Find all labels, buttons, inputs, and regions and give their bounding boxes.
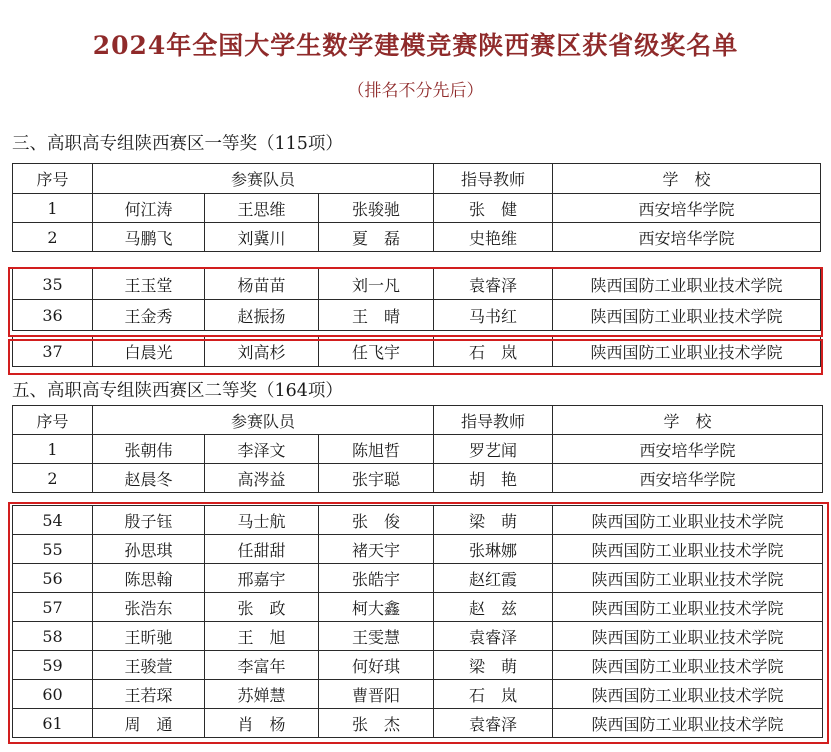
table-row <box>13 506 823 535</box>
advisor: 赵红霞 <box>434 564 553 593</box>
document-subtitle: （排名不分先后） <box>347 81 484 101</box>
advisor: 赵 兹 <box>434 593 553 622</box>
member-2: 刘冀川 <box>205 223 319 252</box>
table-row <box>13 194 821 223</box>
member-2: 刘高杉 <box>205 337 319 367</box>
header-no: 序号 <box>13 406 93 435</box>
member-3: 王 晴 <box>319 300 434 331</box>
member-2: 肖 杨 <box>205 709 319 738</box>
member-3: 张 杰 <box>319 709 434 738</box>
member-2: 李泽文 <box>205 435 319 464</box>
school: 陕西国防工业职业技术学院 <box>553 337 821 367</box>
member-3: 张 俊 <box>319 506 434 535</box>
row-no: 54 <box>13 506 93 535</box>
member-3: 曹晋阳 <box>319 680 434 709</box>
member-1: 何江涛 <box>93 194 205 223</box>
header-no: 序号 <box>13 164 93 194</box>
advisor: 张琳娜 <box>434 535 553 564</box>
advisor: 梁 萌 <box>434 651 553 680</box>
member-1: 张朝伟 <box>93 435 205 464</box>
member-3: 张宇聪 <box>319 464 434 493</box>
member-1: 王骏萱 <box>93 651 205 680</box>
school: 陕西国防工业职业技术学院 <box>553 535 823 564</box>
member-3: 王雯慧 <box>319 622 434 651</box>
header-members: 参赛队员 <box>93 406 434 435</box>
row-no: 59 <box>13 651 93 680</box>
row-no: 55 <box>13 535 93 564</box>
row-no: 56 <box>13 564 93 593</box>
school: 陕西国防工业职业技术学院 <box>553 593 823 622</box>
row-no: 2 <box>13 464 93 493</box>
table-row <box>13 535 823 564</box>
row-no: 1 <box>13 435 93 464</box>
school: 西安培华学院 <box>553 194 821 223</box>
member-1: 周 通 <box>93 709 205 738</box>
member-1: 殷子钰 <box>93 506 205 535</box>
member-1: 赵晨冬 <box>93 464 205 493</box>
member-3: 张骏驰 <box>319 194 434 223</box>
row-no: 57 <box>13 593 93 622</box>
member-3: 夏 磊 <box>319 223 434 252</box>
member-2: 马士航 <box>205 506 319 535</box>
header-school: 学 校 <box>553 406 823 435</box>
member-1: 王昕驰 <box>93 622 205 651</box>
advisor: 罗艺闻 <box>434 435 553 464</box>
document-title: 2024年全国大学生数学建模竞赛陕西赛区获省级奖名单 <box>92 31 739 60</box>
table-row <box>13 464 823 493</box>
row-no: 35 <box>13 269 93 300</box>
member-2: 高涔益 <box>205 464 319 493</box>
advisor: 史艳维 <box>434 223 553 252</box>
row-no: 37 <box>13 337 93 367</box>
advisor: 袁睿泽 <box>434 709 553 738</box>
table-header-row <box>13 406 823 435</box>
member-3: 刘一凡 <box>319 269 434 300</box>
table-row <box>13 680 823 709</box>
member-1: 孙思琪 <box>93 535 205 564</box>
member-3: 任飞宇 <box>319 337 434 367</box>
school: 陕西国防工业职业技术学院 <box>553 269 821 300</box>
row-no: 58 <box>13 622 93 651</box>
school: 陕西国防工业职业技术学院 <box>553 506 823 535</box>
member-1: 王金秀 <box>93 300 205 331</box>
first-prize-table <box>12 163 821 367</box>
member-1: 张浩东 <box>93 593 205 622</box>
advisor: 张 健 <box>434 194 553 223</box>
member-2: 赵振扬 <box>205 300 319 331</box>
row-no: 60 <box>13 680 93 709</box>
table-row <box>13 564 823 593</box>
member-2: 李富年 <box>205 651 319 680</box>
table-row <box>13 269 821 300</box>
school: 陕西国防工业职业技术学院 <box>553 709 823 738</box>
row-no: 61 <box>13 709 93 738</box>
school: 西安培华学院 <box>553 223 821 252</box>
table-row <box>13 709 823 738</box>
table-header-row <box>13 164 821 194</box>
row-no: 2 <box>13 223 93 252</box>
member-2: 苏婵慧 <box>205 680 319 709</box>
section-heading-first-prize: 三、高职高专组陕西赛区一等奖（115项） <box>12 134 343 154</box>
table-row <box>13 622 823 651</box>
member-2: 任甜甜 <box>205 535 319 564</box>
table-row <box>13 651 823 680</box>
second-prize-table <box>12 405 823 738</box>
member-2: 邢嘉宇 <box>205 564 319 593</box>
member-2: 王 旭 <box>205 622 319 651</box>
advisor: 石 岚 <box>434 680 553 709</box>
header-members: 参赛队员 <box>93 164 434 194</box>
school: 陕西国防工业职业技术学院 <box>553 680 823 709</box>
advisor: 胡 艳 <box>434 464 553 493</box>
member-1: 王玉堂 <box>93 269 205 300</box>
header-advisor: 指导教师 <box>434 164 553 194</box>
member-3: 褚天宇 <box>319 535 434 564</box>
advisor: 马书红 <box>434 300 553 331</box>
member-3: 张皓宇 <box>319 564 434 593</box>
member-3: 柯大鑫 <box>319 593 434 622</box>
member-1: 王若琛 <box>93 680 205 709</box>
school: 西安培华学院 <box>553 464 823 493</box>
school: 陕西国防工业职业技术学院 <box>553 300 821 331</box>
member-3: 何好琪 <box>319 651 434 680</box>
row-no: 36 <box>13 300 93 331</box>
row-gap <box>13 493 823 506</box>
member-1: 陈思翰 <box>93 564 205 593</box>
school: 陕西国防工业职业技术学院 <box>553 651 823 680</box>
section-heading-second-prize: 五、高职高专组陕西赛区二等奖（164项） <box>12 381 343 401</box>
table-row <box>13 300 821 331</box>
row-no: 1 <box>13 194 93 223</box>
member-2: 张 政 <box>205 593 319 622</box>
row-gap <box>13 252 821 269</box>
member-3: 陈旭哲 <box>319 435 434 464</box>
school: 陕西国防工业职业技术学院 <box>553 564 823 593</box>
advisor: 袁睿泽 <box>434 622 553 651</box>
school: 陕西国防工业职业技术学院 <box>553 622 823 651</box>
table-row <box>13 593 823 622</box>
table-row <box>13 223 821 252</box>
member-1: 马鹏飞 <box>93 223 205 252</box>
school: 西安培华学院 <box>553 435 823 464</box>
table-row <box>13 337 821 367</box>
member-2: 杨苗苗 <box>205 269 319 300</box>
advisor: 石 岚 <box>434 337 553 367</box>
advisor: 袁睿泽 <box>434 269 553 300</box>
member-1: 白晨光 <box>93 337 205 367</box>
advisor: 梁 萌 <box>434 506 553 535</box>
member-2: 王思维 <box>205 194 319 223</box>
header-advisor: 指导教师 <box>434 406 553 435</box>
table-row <box>13 435 823 464</box>
header-school: 学 校 <box>553 164 821 194</box>
